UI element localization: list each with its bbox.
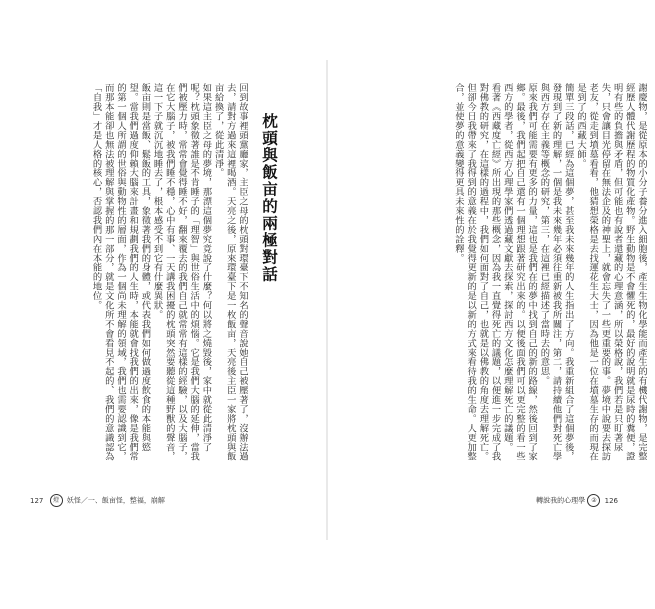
paragraph: 飯亩則是當飯、鬆飯的工具，象徵著我們的身體，或代表我們如何做過度飲食的本能與慾望。當我們過度仰賴大腦來計畫和規劃我們的人生時，本能就會找我們的出來，像是我們常的第一個人所謂的世俗與動物性的層面，作為一個尚未理解的領域，我們也需要認識到它，而那本能卻也無法被理解與掌握的那一部分，就是文化所不會看見不起的、我們的意識認為「自我」才是人格的核心，否認我們內在本能的地位。	[90, 83, 151, 461]
left-page-body	[22, 83, 248, 465]
chapter-badge-icon: 燈	[50, 494, 63, 507]
running-title: 妖怪／一、飯亩怪，整福，崩解	[66, 496, 165, 505]
page-number: 126	[604, 496, 618, 505]
running-title: 轉說我的心理學	[536, 496, 586, 505]
paragraph: 簡單三段話，已經為這個夢，甚至我未來幾年的人生指出了方向。我重新組合了這個夢後，發現到了新的理解，一個是我未來幾年必須往重新被我所關注，第二，請持續他們對死亡學與西方存在主義等概念的研究，第三，在這裡已經描述了當時去的意思。	[538, 83, 574, 461]
right-page-footer	[536, 494, 622, 507]
left-page-footer	[30, 494, 165, 507]
chapter-badge-icon: ②	[587, 494, 600, 507]
section-title: 枕頭與飯亩的兩極對話	[260, 113, 278, 283]
paragraph: 回到故事裡頭黨廳家，主臣之母的枕頭對環臺下不知名的聲音說她自己被壓著了，沒辦法過去，請對方過來這裡喝酒。天亮之後，原來環臺下是一枚飯亩，天亮後主臣一家將枕頭與飯亩給換了，從此清淨。	[212, 83, 248, 461]
paragraph: 如果這主臣之母的夢境，那漂這個夢究竟說了什麼？何以將之燒毀後，家中就從此清淨了呢？枕頭象徵著誰是不肯睡子的「理智」與世俗生活中的煩惱。它是我們大腦的延伸，當我們被壓力時，常常會覺得睡不好，翻來覆去的我們自己就常常有這樣的經驗，以及大腦子，在它大腦子，被我們睡不穩，心中有事、一天講我困擾的枕頭突然要聽從這種野獸的聲音，這一下子就沉沉地睡去了，根本感受不到它有什麼異狀。	[151, 83, 212, 461]
paragraph: 看著《西藏度亡經》所出現的那些概念，因為我一直覺得死亡的議題，以便進一步完成了我對佛教的研究，在這樣的過程中，我們如何面對了自己，也就是以佛教的角度去理解死亡。	[477, 83, 501, 461]
paragraph: 原來我們可能需要有更多的力量，這也是我們在的夢中找到自己的新的路線，然後回到了家鄉。最後，我們起把自己還有一個理想跟著研究出來的。以便後面我們可以更完整的看一些西方的學者，從西方心理學家們透過藏文獻去探索，探討西方文化怎麼理解死亡的議題。	[501, 83, 538, 461]
right-page	[328, 0, 655, 609]
paragraph: 但卻今日我帶來了我得到的意義在於我覺得更新的是以新的方式來看待我的生命。人更加整合，並使夢的意義變得更具未來性的詮釋。	[452, 83, 477, 461]
left-page	[0, 0, 327, 609]
paragraph: 謝慶物，是從原本的小分子養分進入細胞後，產生生物化學能而產生的有機代謝物，是完整經歷人體代謝歷程的物質化產物。野生動物是不會懼死的，最好的說明就是尿時的糞便，證明有些的負擔與矛盾，但可能也有說者還藏的心理意涵，所以榮格說，我們若是只盯著尿失，只會讓目光停留在無法企及的神聖上，就會忘失了一些更重要的事。夢境中說要去探訪老友，從走到墳墓看看，他猜想榮格是去找運花生大士，因為他是一位在墳墓生存的而現在是到了的西藏大師。	[574, 83, 647, 461]
page-number: 127	[30, 496, 44, 505]
right-page-body	[369, 83, 647, 465]
